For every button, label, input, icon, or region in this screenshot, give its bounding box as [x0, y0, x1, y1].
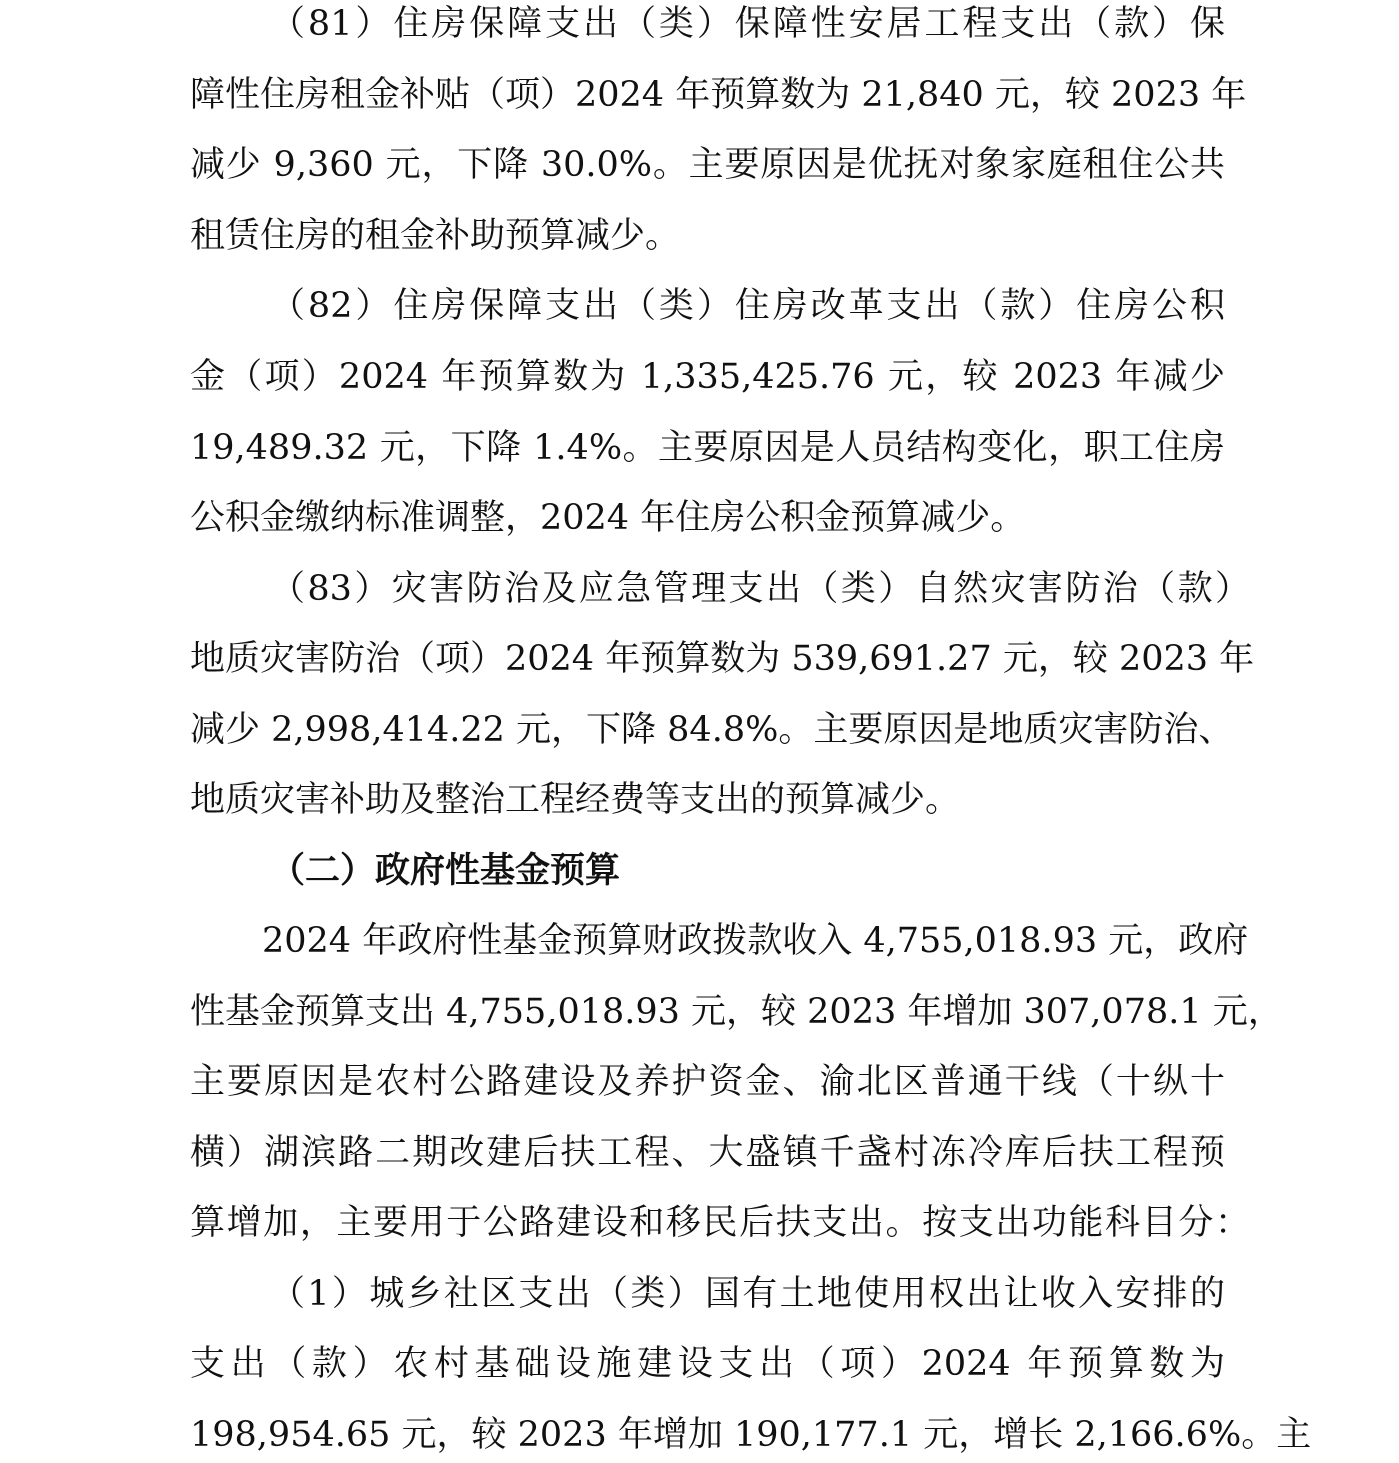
text-line: 性基金预算支出 4,755,018.93 元，较 2023 年增加 307,078.1 元，	[190, 992, 1283, 1032]
text-line: 198,954.65 元，较 2023 年增加 190,177.1 元，增长 2,166.6%。主	[190, 1415, 1312, 1455]
text-line: 地质灾害防治（项）2024 年预算数为 539,691.27 元，较 2023 年	[190, 639, 1255, 679]
text-line: 主要原因是农村公路建设及养护资金、渝北区普通干线（十纵十	[190, 1062, 1225, 1102]
text-line: （81）住房保障支出（类）保障性安居工程支出（款）保	[270, 4, 1225, 44]
text-line: 支出（款）农村基础设施建设支出（项）2024 年预算数为	[190, 1344, 1225, 1384]
text-line: 算增加，主要用于公路建设和移民后扶支出。按支出功能科目分：	[190, 1203, 1250, 1243]
text-line: 金（项）2024 年预算数为 1,335,425.76 元，较 2023 年减少	[190, 357, 1225, 397]
text-line: 横）湖滨路二期改建后扶工程、大盛镇千盏村冻冷库后扶工程预	[190, 1133, 1225, 1173]
text-line: （1）城乡社区支出（类）国有土地使用权出让收入安排的	[270, 1274, 1225, 1314]
text-line: 减少 2,998,414.22 元，下降 84.8%。主要原因是地质灾害防治、	[190, 710, 1234, 750]
text-line: 19,489.32 元，下降 1.4%。主要原因是人员结构变化，职工住房	[190, 428, 1225, 468]
text-line: 2024 年政府性基金预算财政拨款收入 4,755,018.93 元，政府	[262, 921, 1249, 961]
text-line: 租赁住房的租金补助预算减少。	[190, 216, 681, 256]
text-line: 障性住房租金补贴（项）2024 年预算数为 21,840 元，较 2023 年	[190, 75, 1247, 115]
text-line: 公积金缴纳标准调整，2024 年住房公积金预算减少。	[190, 498, 1026, 538]
text-line: （83）灾害防治及应急管理支出（类）自然灾害防治（款）	[270, 569, 1250, 609]
text-line: 减少 9,360 元，下降 30.0%。主要原因是优抚对象家庭租住公共	[190, 145, 1225, 185]
text-line: （82）住房保障支出（类）住房改革支出（款）住房公积	[270, 286, 1225, 326]
section-heading: （二）政府性基金预算	[270, 850, 621, 891]
text-line: 地质灾害补助及整治工程经费等支出的预算减少。	[190, 780, 961, 820]
